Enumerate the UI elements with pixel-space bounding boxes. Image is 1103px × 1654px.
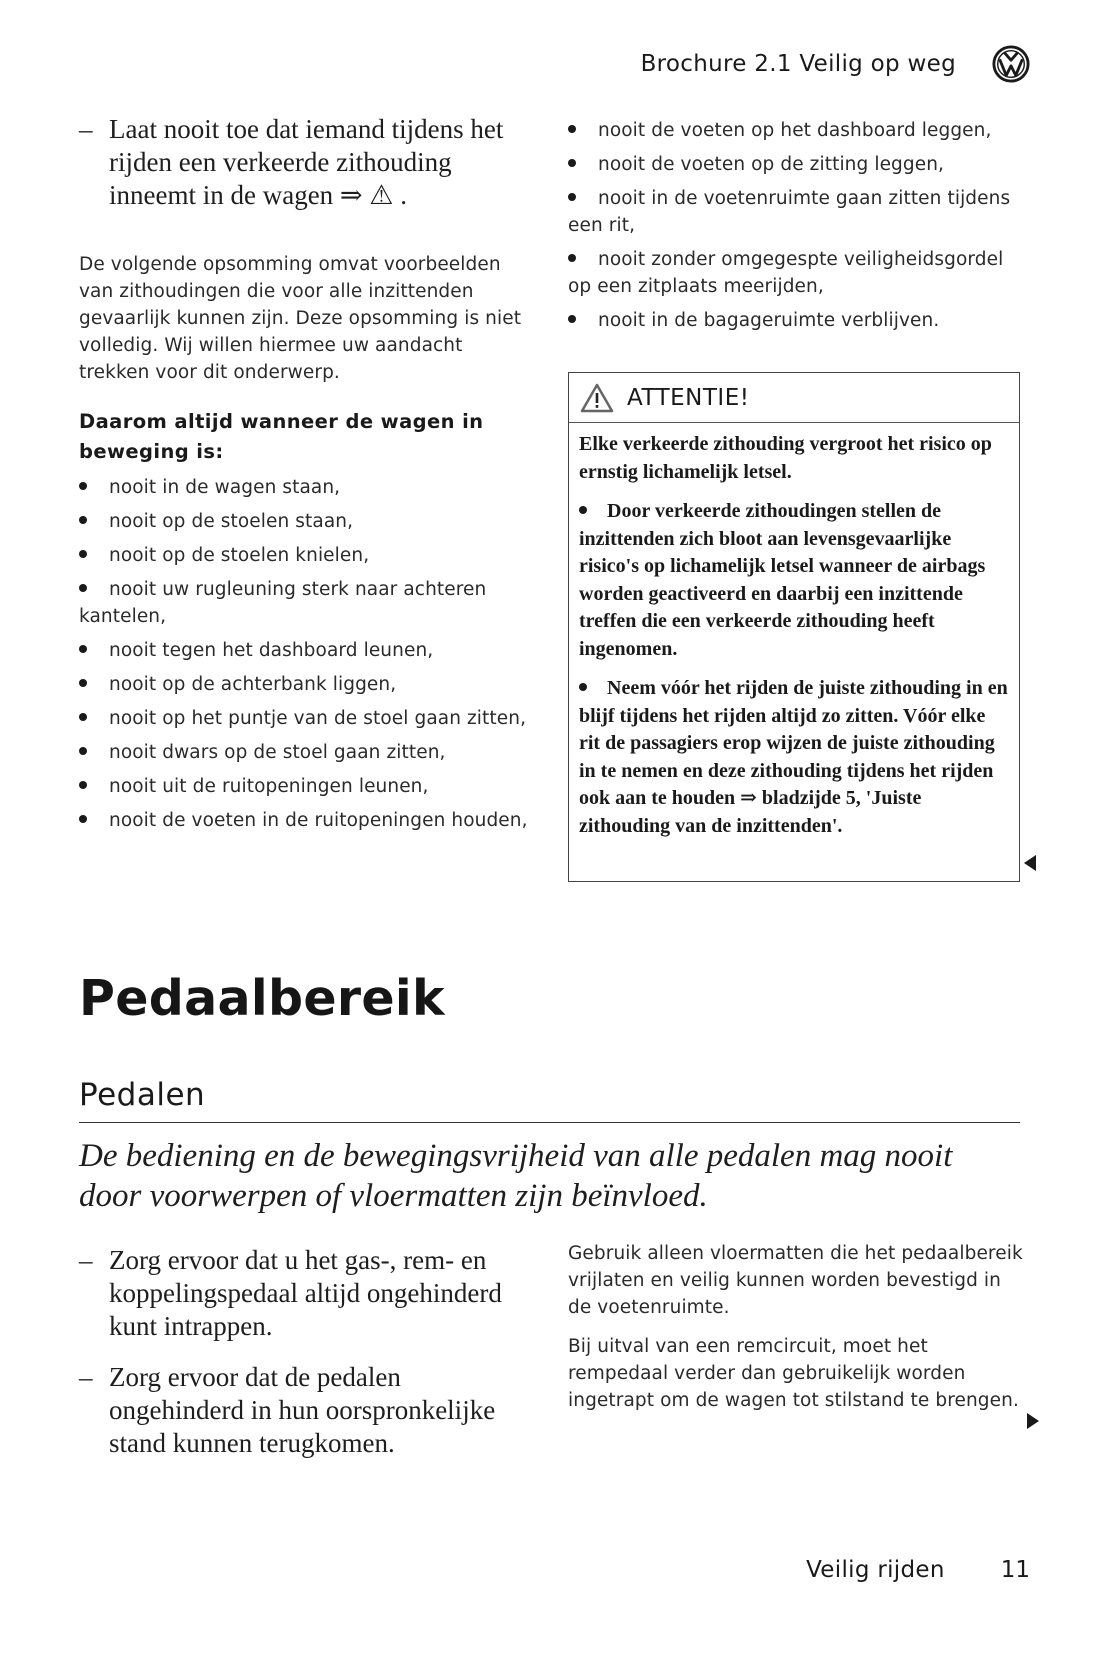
list-item: nooit op het puntje van de stoel gaan zitten, <box>79 705 531 732</box>
list-item: nooit in de bagageruimte verblijven. <box>568 307 1023 334</box>
bullet-icon <box>568 159 576 167</box>
prohibition-list-left <box>79 474 531 841</box>
lead-instruction <box>79 113 531 212</box>
warning-bullet: Door verkeerde zithoudingen stellen de inzittenden zich bloot aan levensgevaarlijke risico's op lichamelijk letsel wanneer de airbags worden geactiveerd en daarbij een inzittende treffen die een verkeerde zithouding heeft ingenomen. <box>579 500 986 660</box>
bullet-icon <box>79 713 87 721</box>
warning-title: ATTENTIE! <box>627 384 750 411</box>
bullet-icon <box>79 781 87 789</box>
note-paragraph: Bij uitval van een remcircuit, moet het rempedaal verder dan gebruikelijk worden ingetrapt om de wagen tot stilstand te brengen. <box>568 1336 1019 1411</box>
list-item: nooit in de voetenruimte gaan zitten tijdens een rit, <box>568 188 1011 236</box>
page-footer <box>780 1550 1030 1590</box>
page-header <box>610 44 1030 84</box>
bullet-icon <box>79 550 87 558</box>
pedal-instructions <box>79 1244 539 1460</box>
bullet-icon <box>568 193 576 201</box>
forward-arrow-icon <box>1027 1413 1039 1429</box>
page-number: 11 <box>1000 1557 1030 1583</box>
bullet-icon <box>568 315 576 323</box>
header-title: Brochure 2.1 Veilig op weg <box>640 51 956 77</box>
pedal-instruction: – Zorg ervoor dat de pedalen ongehinderd in hun oorspronkelijke stand kunnen terugkomen. <box>79 1362 496 1458</box>
list-item: nooit zonder omgegespte veiligheidsgordel op een zitplaats meerijden, <box>568 249 1004 297</box>
lead-instruction-text: Laat nooit toe dat iemand tijdens het rijden een verkeerde zithouding inneemt in de wagen ⇒ ⚠ . <box>109 114 504 210</box>
dash-marker: – <box>79 1245 93 1275</box>
list-item: nooit op de stoelen staan, <box>79 508 531 535</box>
bullet-icon <box>79 747 87 755</box>
warning-box <box>568 372 1020 882</box>
bullet-icon <box>568 125 576 133</box>
list-item: nooit op de achterbank liggen, <box>79 671 531 698</box>
warning-header <box>569 373 1019 423</box>
bold-lead: Daarom altijd wanneer de wagen in beweging is: <box>79 410 484 463</box>
footer-section-name: Veilig rijden <box>806 1557 945 1583</box>
list-item: nooit de voeten op de zitting leggen, <box>568 151 1023 178</box>
warning-bullet: Neem vóór het rijden de juiste zithouding in en blijf tijdens het rijden altijd zo zitten. Vóór elke rit de passagiers erop wijzen de juiste zithouding in te nemen en deze zithouding tijdens het rijden ook aan te houden ⇒ bladzijde 5, 'Juiste zithouding van de inzittenden'. <box>579 677 1008 837</box>
pedal-instruction: – Zorg ervoor dat u het gas-, rem- en koppelingspedaal altijd ongehinderd kunt intrappen. <box>79 1245 502 1341</box>
bullet-icon <box>568 254 576 262</box>
bullet-icon <box>579 683 587 691</box>
vw-logo-icon <box>992 45 1030 83</box>
floor-mat-notes <box>568 1240 1023 1414</box>
subsection-divider <box>79 1122 1020 1123</box>
bullet-icon <box>79 584 87 592</box>
bullet-icon <box>79 516 87 524</box>
warning-intro: Elke verkeerde zithouding vergroot het risico op ernstig lichamelijk letsel. <box>579 433 992 483</box>
list-item: nooit tegen het dashboard leunen, <box>79 637 531 664</box>
list-item: nooit uit de ruitopeningen leunen, <box>79 773 531 800</box>
warning-triangle-icon <box>579 382 615 414</box>
bullet-icon <box>79 679 87 687</box>
subsection-title: Pedalen <box>79 1077 206 1113</box>
dash-marker: – <box>79 114 93 144</box>
bullet-icon <box>79 815 87 823</box>
list-item: nooit dwars op de stoel gaan zitten, <box>79 739 531 766</box>
list-item: nooit op de stoelen knielen, <box>79 542 531 569</box>
warning-body <box>569 423 1019 840</box>
list-item: nooit de voeten in de ruitopeningen houden, <box>79 807 531 834</box>
bullet-icon <box>79 645 87 653</box>
note-paragraph: Gebruik alleen vloermatten die het pedaalbereik vrijlaten en veilig kunnen worden bevestigd in de voetenruimte. <box>568 1243 1023 1318</box>
list-item: nooit in de wagen staan, <box>79 474 531 501</box>
intro-paragraph: De volgende opsomming omvat voorbeelden van zithoudingen die voor alle inzittenden gevaarlijk kunnen zijn. Deze opsomming is niet volledig. Wij willen hiermee uw aandacht trekken voor dit onderwerp. <box>79 254 522 383</box>
bullet-icon <box>579 506 587 514</box>
prohibition-list-right <box>568 117 1023 341</box>
list-item: nooit uw rugleuning sterk naar achteren kantelen, <box>79 579 487 627</box>
section-title: Pedaalbereik <box>79 970 445 1027</box>
dash-marker: – <box>79 1362 93 1392</box>
list-item: nooit de voeten op het dashboard leggen, <box>568 117 1023 144</box>
section-intro: De bediening en de bewegingsvrijheid van alle pedalen mag nooit door voorwerpen of vloermatten zijn beïnvloed. <box>79 1138 953 1214</box>
back-arrow-icon <box>1024 855 1036 871</box>
bullet-icon <box>79 482 87 490</box>
